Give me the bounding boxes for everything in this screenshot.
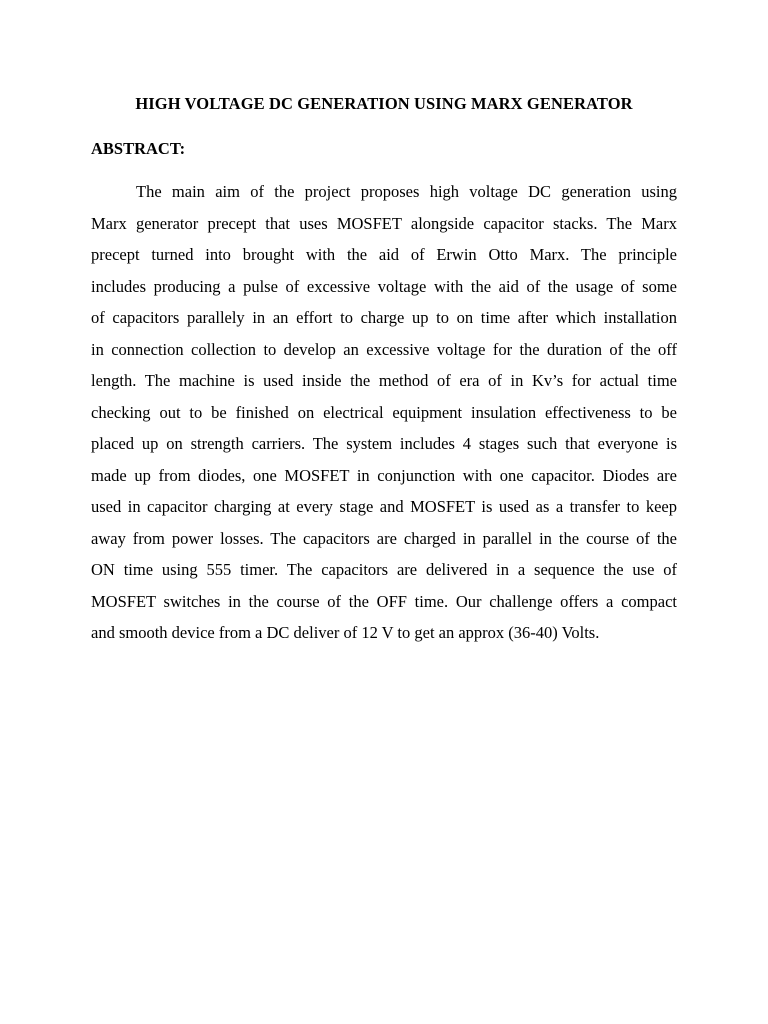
document-title: HIGH VOLTAGE DC GENERATION USING MARX GENERATOR [135, 94, 633, 113]
abstract-line: MOSFET switches in the course of the OFF time. Our challenge offers a compact [91, 591, 677, 611]
abstract-line: and smooth device from a DC deliver of 12 V to get an approx (36-40) Volts. [91, 623, 600, 642]
abstract-line: of capacitors parallely in an effort to charge up to on time after which installation [91, 308, 677, 327]
abstract-line: The main aim of the project proposes high voltage DC generation using [136, 182, 677, 201]
abstract-line: precept turned into brought with the aid of Erwin Otto Marx. The principle [91, 245, 677, 264]
abstract-line: made up from diodes, one MOSFET in conjunction with one capacitor. Diodes are [91, 465, 677, 485]
abstract-line: includes producing a pulse of excessive voltage with the aid of the usage of some [91, 276, 677, 296]
abstract-heading: ABSTRACT: [91, 139, 186, 158]
abstract-line: length. The machine is used inside the method of era of in Kv’s for actual time [91, 371, 677, 390]
abstract-paragraph [91, 178, 677, 651]
abstract-line: ON time using 555 timer. The capacitors are delivered in a sequence the use of [91, 560, 677, 579]
abstract-line: away from power losses. The capacitors are charged in parallel in the course of the [91, 528, 677, 548]
abstract-line: Marx generator precept that uses MOSFET alongside capacitor stacks. The Marx [91, 213, 677, 233]
abstract-line: checking out to be finished on electrical equipment insulation effectiveness to be [91, 402, 677, 422]
abstract-line: used in capacitor charging at every stage and MOSFET is used as a transfer to keep [91, 497, 677, 516]
abstract-line: placed up on strength carriers. The system includes 4 stages such that everyone is [91, 434, 677, 453]
abstract-line: in connection collection to develop an excessive voltage for the duration of the off [91, 339, 677, 359]
